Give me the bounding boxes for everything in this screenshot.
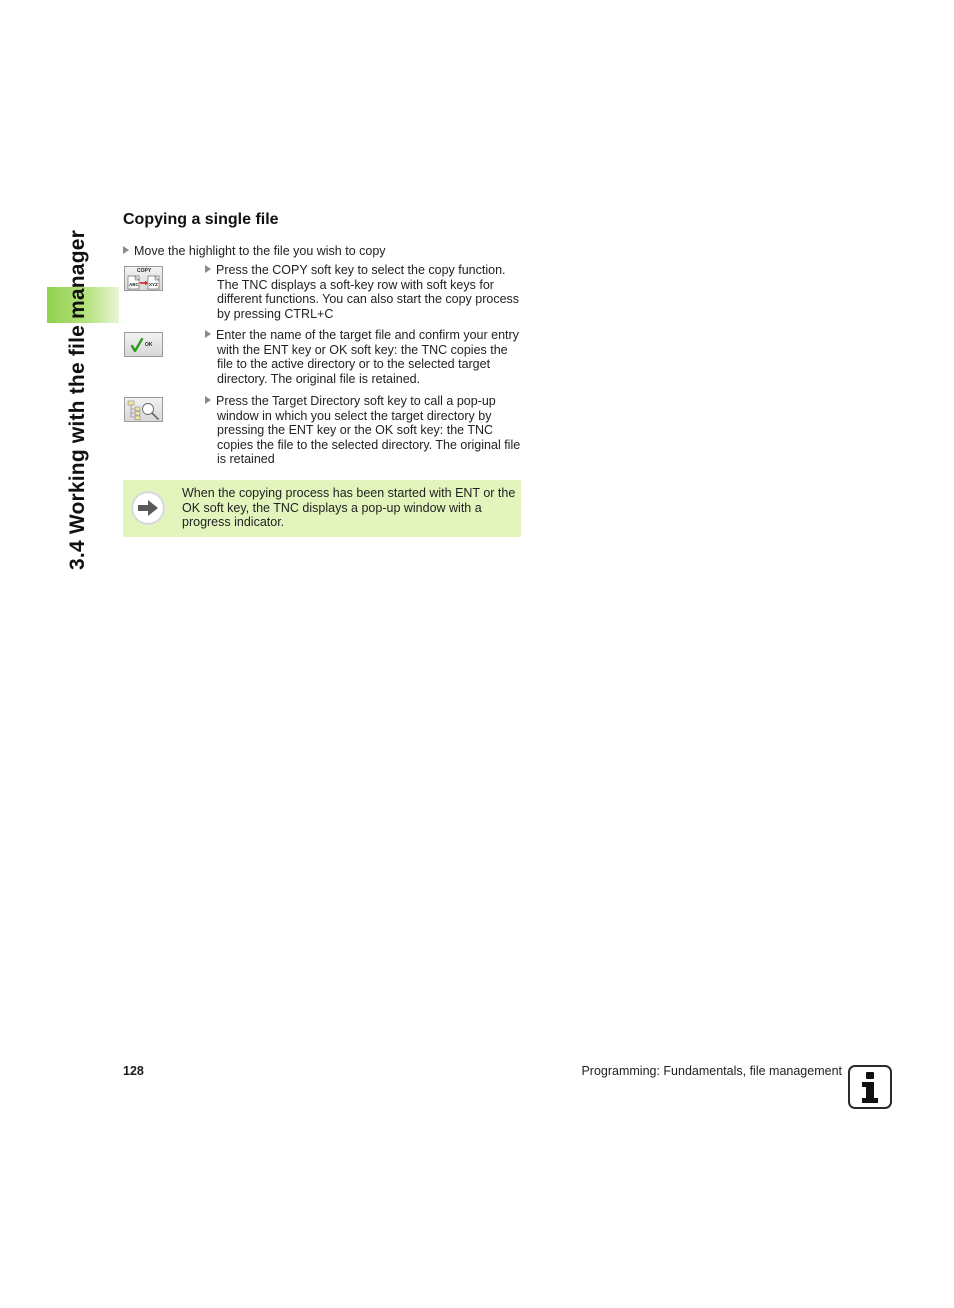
copy-softkey-icon <box>124 266 163 291</box>
info-icon <box>848 1065 892 1109</box>
ok-key-label: OK <box>145 342 153 348</box>
footer-chapter-title: Programming: Fundamentals, file management <box>581 1064 842 1078</box>
step-confirm-text: Enter the name of the target file and confirm your entry with the ENT key or OK soft key: the TNC copies the file to the active directory or to the selected target directory. The original file is retained. <box>216 328 519 386</box>
bullet-triangle-icon <box>205 396 211 404</box>
step-target-directory <box>205 394 525 467</box>
target-directory-softkey-icon <box>124 397 163 422</box>
note-text: When the copying process has been started with ENT or the OK soft key, the TNC displays a pop-up window with a progress indicator. <box>182 486 516 529</box>
copy-key-source-label: ABC <box>129 282 139 287</box>
copy-key-target-label: XYZ <box>149 282 158 287</box>
chapter-side-title: 3.4 Working with the file manager <box>66 230 89 570</box>
bullet-triangle-icon <box>123 246 129 254</box>
step-copy <box>205 263 525 321</box>
step-target-directory-text: Press the Target Directory soft key to call a pop-up window in which you select the target directory by pressing the ENT key or the OK soft key: the TNC copies the file to the selected directory. The original file is retained <box>216 394 521 466</box>
page-number: 128 <box>123 1064 144 1078</box>
step-copy-text: Press the COPY soft key to select the copy function. The TNC displays a soft-key row with soft keys for different functions. You can also start the copy process by pressing CTRL+C <box>216 263 520 321</box>
note-box <box>123 480 521 537</box>
bullet-triangle-icon <box>205 265 211 273</box>
intro-step <box>123 244 386 259</box>
copy-key-label: COPY <box>137 268 152 274</box>
intro-step-text: Move the highlight to the file you wish to copy <box>134 244 386 258</box>
ok-softkey-icon <box>124 332 163 357</box>
arrow-right-icon <box>131 491 165 525</box>
bullet-triangle-icon <box>205 330 211 338</box>
section-heading: Copying a single file <box>123 211 279 228</box>
step-confirm <box>205 328 525 386</box>
